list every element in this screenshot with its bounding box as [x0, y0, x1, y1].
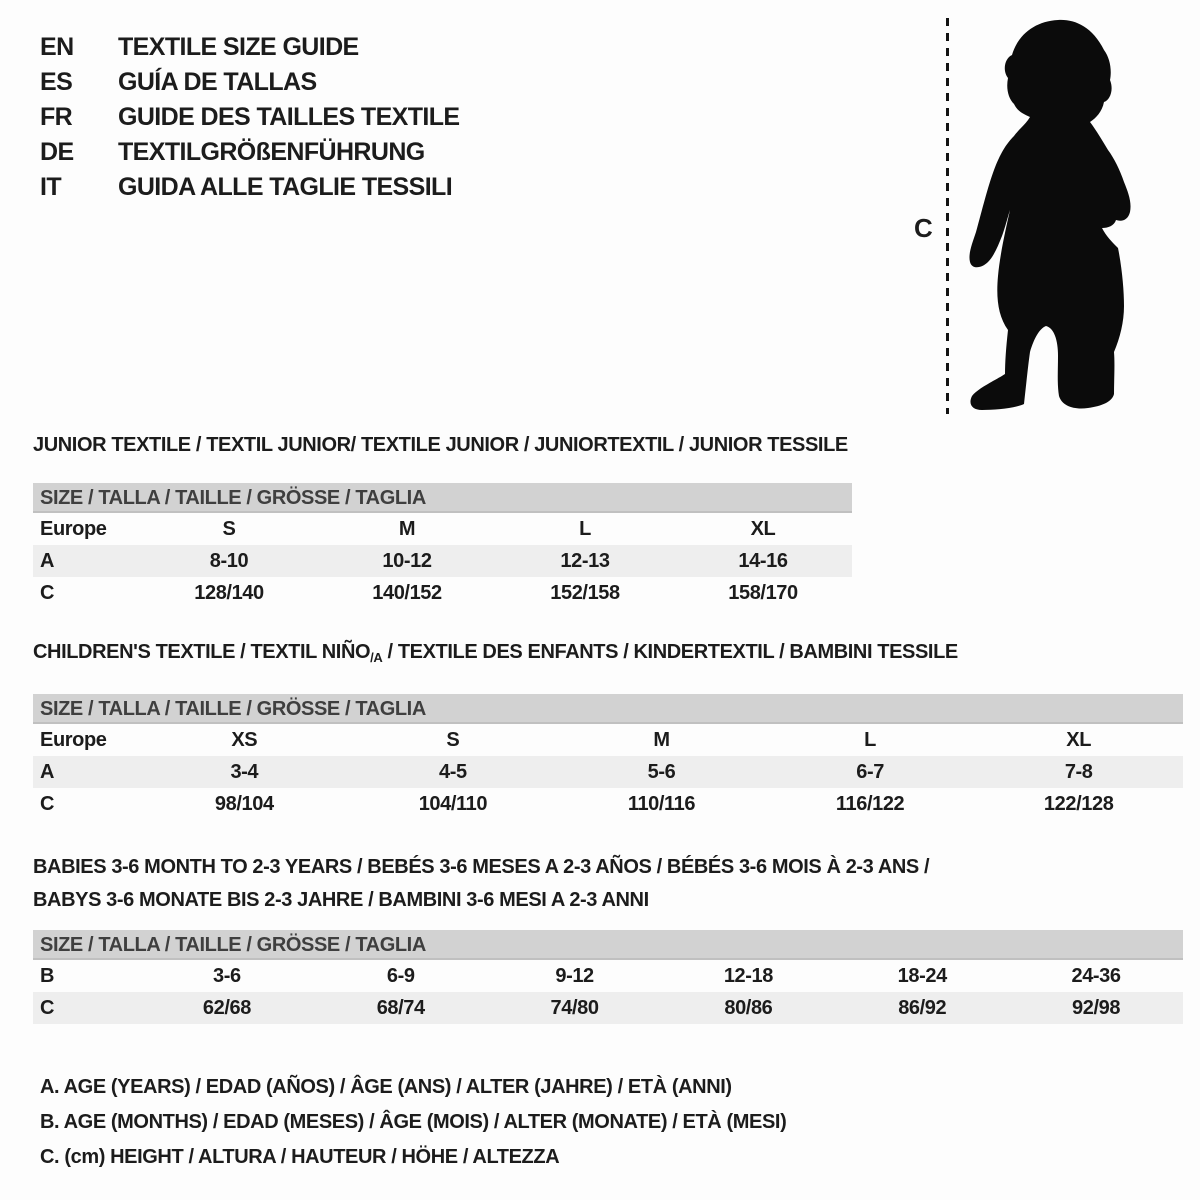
size-cell: S: [446, 729, 460, 751]
size-cell: XS: [231, 729, 258, 751]
age-months-cell: 9-12: [555, 965, 594, 987]
age-cell: 5-6: [647, 761, 676, 783]
measurement-legend: [40, 1070, 786, 1175]
size-cell: L: [579, 518, 591, 540]
height-cell: 92/98: [1072, 997, 1121, 1019]
age-cell: 6-7: [856, 761, 884, 783]
language-row-es: [40, 65, 460, 100]
language-row-it: [40, 170, 460, 205]
table-row-age-years: [33, 545, 852, 577]
junior-textile-section: [33, 434, 852, 609]
section-title-babies-line1: BABIES 3-6 MONTH TO 2-3 YEARS / BEBÉS 3-6 MESES A 2-3 AÑOS / BÉBÉS 3-6 MOIS À 2-3 ANS /: [33, 856, 930, 878]
height-cell: 140/152: [372, 582, 442, 604]
babies-textile-section: [33, 851, 1183, 1024]
age-cell: 3-4: [230, 761, 259, 783]
age-months-cell: 6-9: [386, 965, 415, 987]
height-cell: 152/158: [550, 582, 620, 604]
row-label: C: [40, 582, 55, 604]
language-code: DE: [40, 138, 74, 166]
section-title-part: CHILDREN'S TEXTILE / TEXTIL NIÑO: [33, 641, 371, 663]
legend-age-months: B. AGE (MONTHS) / EDAD (MESES) / ÂGE (MOIS) / ALTER (MONATE) / ETÀ (MESI): [40, 1111, 787, 1133]
section-title-subscript: /A: [370, 650, 383, 665]
table-row-height: [33, 788, 1183, 820]
size-cell: S: [222, 518, 236, 540]
age-cell: 8-10: [209, 550, 249, 572]
language-title: TEXTILE SIZE GUIDE: [118, 33, 359, 61]
table-row-age-years: [33, 756, 1183, 788]
language-title: GUÍA DE TALLAS: [118, 68, 317, 96]
language-title: GUIDA ALLE TAGLIE TESSILI: [118, 173, 453, 201]
section-title-junior: JUNIOR TEXTILE / TEXTIL JUNIOR/ TEXTILE JUNIOR / JUNIORTEXTIL / JUNIOR TESSILE: [33, 434, 848, 456]
age-months-cell: 18-24: [897, 965, 947, 987]
height-cell: 158/170: [728, 582, 798, 604]
height-cell: 128/140: [194, 582, 264, 604]
size-header-bar: SIZE / TALLA / TAILLE / GRÖSSE / TAGLIA: [33, 483, 852, 513]
row-label: Europe: [40, 518, 107, 540]
language-code: IT: [40, 173, 62, 201]
section-title-babies-line2: BABYS 3-6 MONATE BIS 2-3 JAHRE / BAMBINI 3-6 MESI A 2-3 ANNI: [33, 889, 649, 911]
height-cell: 62/68: [202, 997, 251, 1019]
language-code: FR: [40, 103, 73, 131]
row-label: A: [40, 550, 55, 572]
height-cell: 74/80: [550, 997, 599, 1019]
age-cell: 14-16: [738, 550, 788, 572]
size-cell: M: [653, 729, 670, 751]
section-title-children: [33, 641, 1183, 669]
row-label: B: [40, 965, 55, 987]
size-cell: M: [398, 518, 416, 540]
language-row-fr: [40, 100, 460, 135]
age-cell: 4-5: [439, 761, 467, 783]
age-cell: 7-8: [1064, 761, 1093, 783]
row-label: C: [40, 997, 55, 1019]
language-title: TEXTILGRÖßENFÜHRUNG: [118, 138, 425, 166]
height-cell: 116/122: [835, 793, 905, 815]
table-row-europe: [33, 513, 852, 545]
age-cell: 12-13: [560, 550, 610, 572]
height-cell: 80/86: [724, 997, 773, 1019]
language-row-en: [40, 30, 460, 65]
table-row-height: [33, 992, 1183, 1024]
children-textile-section: [33, 641, 1183, 820]
section-title-part: / TEXTILE DES ENFANTS / KINDERTEXTIL / BAMBINI TESSILE: [382, 641, 958, 663]
age-cell: 10-12: [382, 550, 432, 572]
language-code: EN: [40, 33, 74, 61]
size-header-bar: SIZE / TALLA / TAILLE / GRÖSSE / TAGLIA: [33, 694, 1183, 724]
height-cell: 68/74: [376, 997, 425, 1019]
height-measure-label: C: [914, 213, 933, 243]
legend-age-years: A. AGE (YEARS) / EDAD (AÑOS) / ÂGE (ANS) / ALTER (JAHRE) / ETÀ (ANNI): [40, 1076, 732, 1098]
language-title: GUIDE DES TAILLES TEXTILE: [118, 103, 460, 131]
language-title-block: [40, 30, 460, 205]
age-months-cell: 12-18: [723, 965, 773, 987]
language-code: ES: [40, 68, 73, 96]
height-measure-dashed-line: [946, 18, 949, 414]
height-cell: 104/110: [418, 793, 488, 815]
row-label: C: [40, 793, 55, 815]
table-row-europe: [33, 724, 1183, 756]
age-months-cell: 24-36: [1071, 965, 1121, 987]
row-label: Europe: [40, 729, 107, 751]
legend-height-cm: C. (cm) HEIGHT / ALTURA / HAUTEUR / HÖHE / ALTEZZA: [40, 1146, 560, 1168]
height-cell: 98/104: [214, 793, 274, 815]
toddler-silhouette-icon: [962, 14, 1142, 418]
size-cell: L: [864, 729, 876, 751]
table-row-age-months: [33, 960, 1183, 992]
size-header-bar: SIZE / TALLA / TAILLE / GRÖSSE / TAGLIA: [33, 930, 1183, 960]
size-cell: XL: [750, 518, 776, 540]
language-row-de: [40, 135, 460, 170]
height-cell: 122/128: [1043, 793, 1114, 815]
size-cell: XL: [1066, 729, 1092, 751]
height-cell: 86/92: [898, 997, 947, 1019]
height-cell: 110/116: [627, 793, 696, 815]
table-row-height: [33, 577, 852, 609]
row-label: A: [40, 761, 55, 783]
age-months-cell: 3-6: [213, 965, 241, 987]
